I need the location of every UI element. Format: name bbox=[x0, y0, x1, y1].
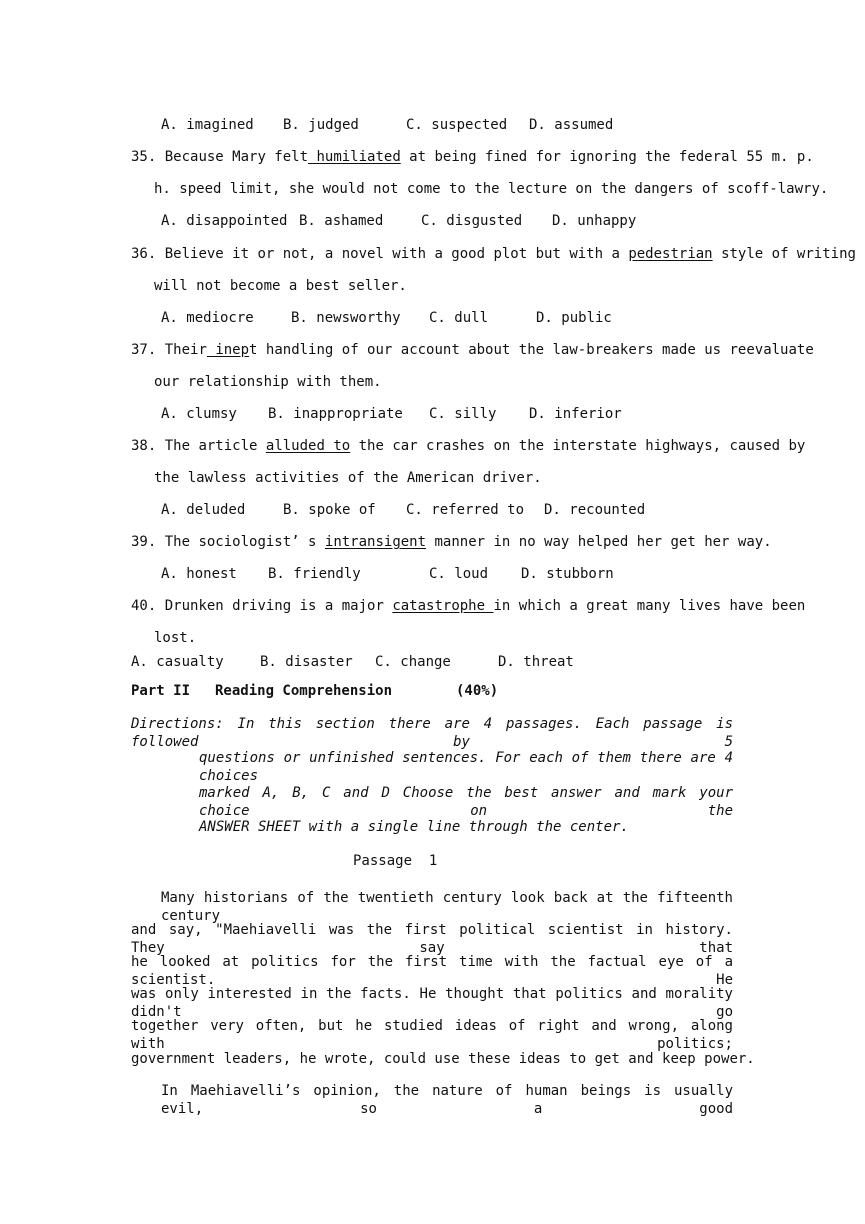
passage-p1-line-3: he looked at politics for the first time with the factual eye of a scientist. He bbox=[131, 954, 733, 988]
q37-option-d: D. inferior bbox=[529, 406, 622, 422]
passage-p1-line-4: was only interested in the facts. He thought that politics and morality didn't go bbox=[131, 986, 733, 1020]
q40-option-b: B. disaster bbox=[260, 654, 353, 670]
q39-option-a: A. honest bbox=[161, 566, 237, 582]
q38-option-a: A. deluded bbox=[161, 502, 246, 518]
part2-title: Reading Comprehension bbox=[215, 683, 393, 699]
q35-stem bbox=[131, 148, 814, 166]
q39-target-word: intransigent bbox=[324, 534, 427, 550]
q34-option-d: D. assumed bbox=[529, 117, 614, 133]
q37-option-b: B. inappropriate bbox=[268, 406, 403, 422]
q40-text-post: in which a great many lives have been bbox=[493, 598, 806, 614]
q35-option-c: C. disgusted bbox=[421, 213, 523, 229]
q36-option-b: B. newsworthy bbox=[291, 310, 401, 326]
directions-line-3: marked A, B, C and D Choose the best answer and mark your choice on the bbox=[199, 785, 733, 819]
q40-number: 40. bbox=[131, 598, 157, 614]
q40-text-pre: Drunken driving is a major bbox=[164, 598, 384, 614]
q37-option-c: C. silly bbox=[429, 406, 497, 422]
q40-target-word: catastrophe bbox=[392, 598, 494, 614]
q39-number: 39. bbox=[131, 534, 157, 550]
q36-option-d: D. public bbox=[536, 310, 612, 326]
passage-p2-line-1: In Maehiavelli’s opinion, the nature of human beings is usually evil, so a good bbox=[161, 1083, 733, 1117]
q38-option-d: D. recounted bbox=[544, 502, 646, 518]
q38-option-b: B. spoke of bbox=[283, 502, 376, 518]
part2-weight: (40%) bbox=[456, 683, 499, 699]
q39-text-pre: The sociologist’ s bbox=[164, 534, 317, 550]
q39-stem bbox=[131, 533, 772, 551]
q40-stem-line2: lost. bbox=[154, 630, 197, 646]
passage-p1-line-2: and say, "Maehiavelli was the first political scientist in history. They say that bbox=[131, 922, 733, 956]
q37-target-word: inep bbox=[206, 342, 250, 358]
passage-p1-line-5: together very often, but he studied ideas of right and wrong, along with politics; bbox=[131, 1018, 733, 1052]
q38-stem-line2: the lawless activities of the American driver. bbox=[154, 470, 542, 486]
q36-text-pre: Believe it or not, a novel with a good plot but with a bbox=[164, 246, 620, 262]
directions-line-2: questions or unfinished sentences. For each of them there are 4 choices bbox=[199, 750, 733, 784]
q34-option-a: A. imagined bbox=[161, 117, 254, 133]
q35-text-post: at being fined for ignoring the federal 55 m. p. bbox=[400, 149, 814, 165]
q37-text-pre: Their bbox=[164, 342, 207, 358]
q36-target-word: pedestrian bbox=[628, 246, 713, 262]
q37-text-post: t handling of our account about the law-breakers made us reevaluate bbox=[249, 342, 814, 358]
q35-option-b: B. ashamed bbox=[299, 213, 384, 229]
q37-stem bbox=[131, 341, 814, 359]
passage-p1-line-6: government leaders, he wrote, could use these ideas to get and keep power. bbox=[131, 1051, 755, 1067]
passage-title: Passage 1 bbox=[353, 853, 438, 869]
q38-number: 38. bbox=[131, 438, 157, 454]
q40-option-a: A. casualty bbox=[131, 654, 224, 670]
q35-text-pre: Because Mary felt bbox=[164, 149, 309, 165]
q38-text-post: the car crashes on the interstate highways, caused by bbox=[358, 438, 806, 454]
part2-label: Part II bbox=[131, 683, 191, 699]
q35-option-d: D. unhappy bbox=[552, 213, 637, 229]
q38-stem bbox=[131, 437, 805, 455]
q35-target-word: humiliated bbox=[308, 149, 401, 165]
q36-stem-line2: will not become a best seller. bbox=[154, 278, 407, 294]
q38-option-c: C. referred to bbox=[406, 502, 525, 518]
q38-target-word: alluded to bbox=[265, 438, 351, 454]
q35-number: 35. bbox=[131, 149, 157, 165]
q39-text-post: manner in no way helped her get her way. bbox=[434, 534, 772, 550]
q38-text-pre: The article bbox=[164, 438, 258, 454]
q34-option-b: B. judged bbox=[283, 117, 359, 133]
q39-option-b: B. friendly bbox=[268, 566, 361, 582]
q37-option-a: A. clumsy bbox=[161, 406, 237, 422]
q39-option-d: D. stubborn bbox=[521, 566, 614, 582]
q39-option-c: C. loud bbox=[429, 566, 489, 582]
q36-option-a: A. mediocre bbox=[161, 310, 254, 326]
q35-option-a: A. disappointed bbox=[161, 213, 288, 229]
q35-stem-line2: h. speed limit, she would not come to the lecture on the dangers of scoff-lawry. bbox=[154, 181, 829, 197]
q40-stem bbox=[131, 597, 805, 615]
q34-option-c: C. suspected bbox=[406, 117, 508, 133]
q40-option-c: C. change bbox=[375, 654, 451, 670]
q37-stem-line2: our relationship with them. bbox=[154, 374, 382, 390]
q40-option-d: D. threat bbox=[498, 654, 574, 670]
q36-option-c: C. dull bbox=[429, 310, 489, 326]
directions-line-1: Directions: In this section there are 4 passages. Each passage is followed by 5 bbox=[131, 716, 733, 750]
q36-number: 36. bbox=[131, 246, 157, 262]
q37-number: 37. bbox=[131, 342, 157, 358]
q36-text-post: style of writing bbox=[721, 246, 856, 262]
passage-p1-line-1: Many historians of the twentieth century look back at the fifteenth century bbox=[161, 890, 733, 924]
q36-stem bbox=[131, 245, 856, 263]
directions-line-4: ANSWER SHEET with a single line through the center. bbox=[199, 819, 629, 835]
